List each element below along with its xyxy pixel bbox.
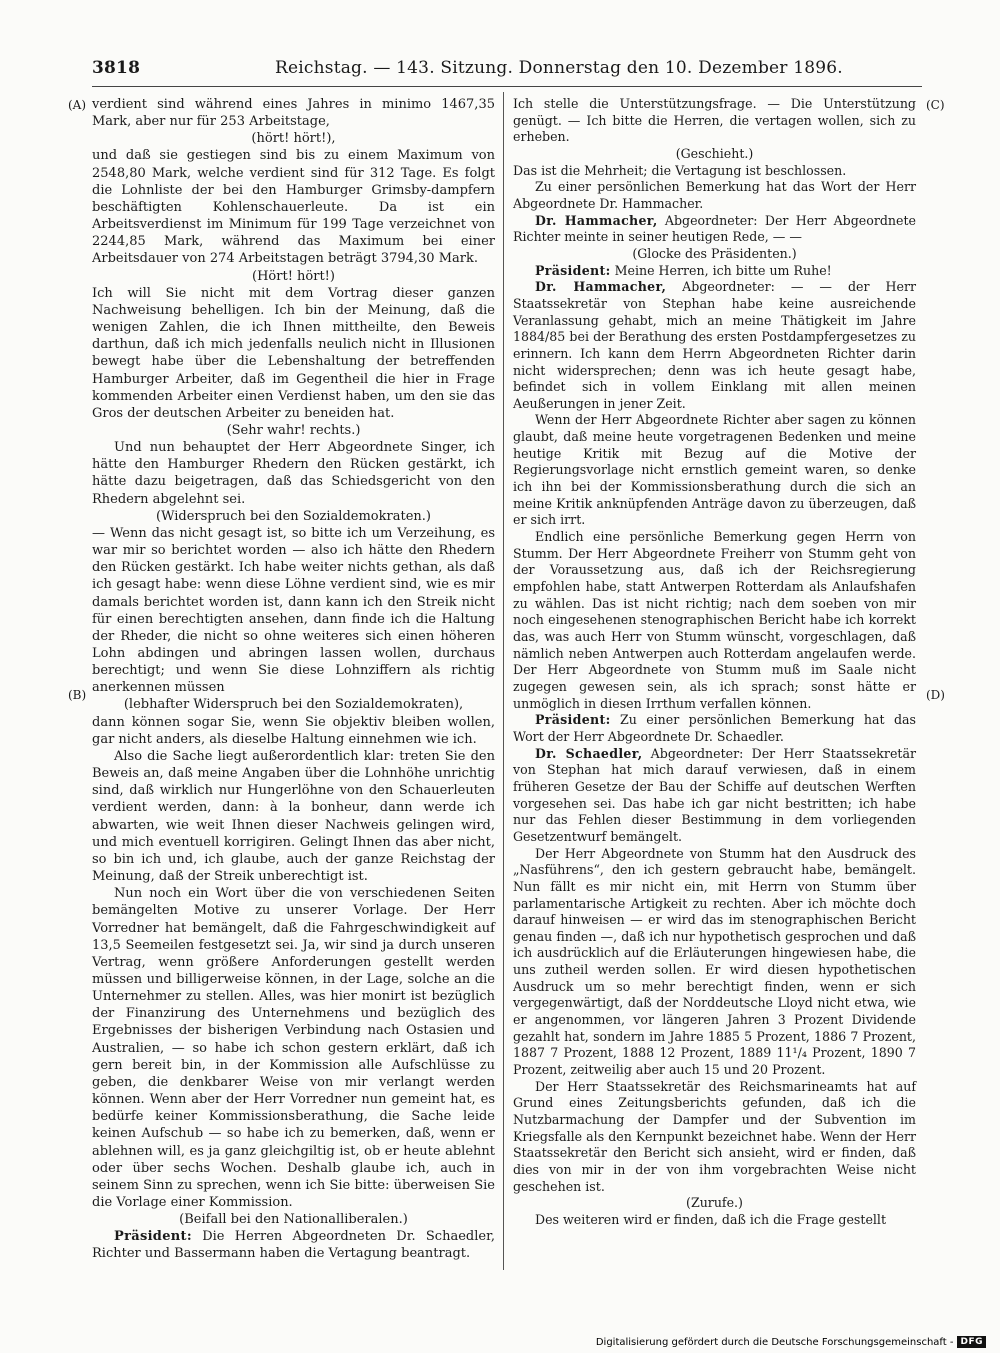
paragraph [92, 714, 495, 748]
margin-marker-d: (D) [926, 688, 945, 702]
paragraph [513, 163, 916, 180]
left-column [92, 96, 495, 1263]
paragraph [513, 179, 916, 212]
paragraph-text: und daß sie gestiegen sind bis zu einem Maximum von 2548,80 Mark, welche verdient sind für 312 Tage. Es folgt die Lohnliste der bei den Hamburger Grimsby-dampfern beschäftigten Kohlenschauerleute. Da ist ein Arbeitsverdienst im Minimum für 199 Tage verzeichnet von 2244,85 Mark, während das Maximum bei einer Arbeitsdauer von 274 Arbeitstagen beträgt 3794,30 Mark. [92, 148, 495, 267]
paragraph [92, 748, 495, 885]
paragraph-text: Abgeordneter: Der Herr Staatssekretär von Stephan hat mich darauf verwiesen, daß in einem früheren Gesetze der Bau der Schiffe auf deutschen Werften vorgesehen sei. Das habe ich gar nicht bestritten; ich habe nur das Fehlen dieser Bestimmung in dem vorliegenden Gesetzentwurf bemängelt. [513, 745, 916, 844]
margin-marker-b: (B) [68, 688, 87, 702]
paragraph [513, 263, 916, 280]
paragraph-text: (Sehr wahr! rechts.) [226, 422, 361, 438]
paragraph-text: Zu einer persönlichen Bemerkung hat das Wort der Herr Abgeordnete Dr. Schaedler. [513, 712, 916, 744]
interjection [92, 130, 495, 147]
paragraph-text: (Geschieht.) [675, 145, 754, 161]
paragraph-text: Nun noch ein Wort über die von verschiedenen Seiten bemängelten Motive zu unserer Vorlage. Der Herr Vorredner hat bemängelt, daß die Fahrgeschwindigkeit auf 13,5 Seemeilen festgesetzt sei. Ja, wir sind ja durch unseren Vertrag, wenn größere Anforderungen gestellt werden müssen und billigerweise können, in der Lage, solche an die Unternehmer zu stellen. Alles, was hier monirt ist bezüglich der Finanzirung des Unternehmens und bezüglich des Ergebnisses der bisherigen Verbindung nach Ostasien und Australien, — so habe ich schon gestern erklärt, daß ich gern bereit bin, in der Kommission alle Aufschlüsse zu geben, die denkbarer Weise von mir verlangt werden können. Wenn aber der Herr Vorredner nun gemeint hat, es bedürfe keiner Kommissionsberathung, die Sache leide keinen Aufschub — so habe ich zu bemerken, daß, wenn er ablehnen will, es ja ganz gleichgiltig ist, ob er heute ablehnt oder über sechs Wochen. Deshalb glaube ich, auch in seinem Sinn zu sprechen, wenn ich Sie bitte: überweisen Sie die Vorlage einer Kommission. [92, 886, 495, 1210]
paragraph-text: Abgeordneter: Der Herr Abgeordnete Richter meinte in seiner heutigen Rede, — — [513, 212, 916, 245]
paragraph [513, 1079, 916, 1196]
paragraph-text: Des weiteren wird er finden, daß ich die Frage gestellt [535, 1211, 887, 1227]
paragraph [513, 279, 916, 412]
paragraph-text: Der Herr Abgeordnete von Stumm hat den Ausdruck des „Nasführens“, den ich gestern gebraucht habe, bemängelt. Nun fällt es mir nicht ein, mit Herrn von Stumm über parlamentarische Artigkeit zu rechten. Aber ich möchte doch darauf hinweisen — er wird das im stenographischen Bericht genau finden —, daß ich nur hypothetisch gesprochen und daß ich ausdrücklich auf die Erläuterungen hingewiesen habe, die uns zutheil werden sollen. Er wird diesen hypothetischen Ausdruck um so mehr berechtigt finden, wenn er sich vergegenwärtigt, daß der Norddeutsche Lloyd nicht etwa, wie er angenommen, vor längeren Jahren 3 Prozent Dividende gezahlt hat, sondern im Jahre 1885 5 Prozent, 1886 7 Prozent, 1887 7 Prozent, 1888 12 Prozent, 1889 11¹/₄ Prozent, 1890 7 Prozent, zeitweilig aber auch 15 und 20 Prozent. [513, 845, 916, 1078]
right-column [513, 96, 916, 1229]
paragraph-text: (hört! hört!), [251, 131, 336, 147]
paragraph-text: — Wenn das nicht gesagt ist, so bitte ich um Verzeihung, es war mir so berichtet worden — also ich hätte den Rhedern den Rücken gestärkt. Ich habe weiter nichts gethan, als daß ich gesagt habe: wenn diese Löhne verdient sind, wie es mir damals berichtet worden ist, dann kann ich den Streik nicht für einen berechtigten ansehen, dann finde ich die Haltung der Rheder, die nicht so ohne weiteres sich einen höheren Lohn abdingen und abringen lassen wollen, durchaus berechtigt; und wenn Sie diese Lohnziffern als richtig anerkennen müssen [92, 525, 495, 696]
paragraph [513, 1212, 916, 1229]
margin-marker-c: (C) [926, 98, 945, 112]
speaker-name: Präsident: [114, 1229, 192, 1245]
paragraph-text: (Glocke des Präsidenten.) [632, 245, 797, 261]
interjection [92, 1211, 495, 1228]
margin-marker-a: (A) [68, 98, 87, 112]
footer [596, 1335, 986, 1349]
paragraph-text: Ich stelle die Unterstützungsfrage. — Die Unterstützung genügt. — Ich bitte die Herren, die vertagen wollen, sich zu erheben. [513, 96, 916, 145]
page-number: 3818 [92, 58, 141, 78]
interjection [92, 696, 495, 713]
paragraph-text: Endlich eine persönliche Bemerkung gegen Herrn von Stumm. Der Herr Abgeordnete Freiherr von Stumm geht von der Voraussetzung aus, daß ich der Reichsregierung empfohlen habe, statt Antwerpen Rotterdam als Anlaufshafen zu wählen. Das ist nicht richtig; nach dem soeben von mir noch eingesehenen stenographischen Bericht habe ich korrekt das, was auch Herr von Stumm wünscht, vorgeschlagen, daß nämlich neben Antwerpen auch Rotterdam angelaufen werde. Der Herr Abgeordnete von Stumm muß im Saale nicht zugegen gewesen sein, als ich sprach; sonst hätte er unmöglich in diesen Irrthum verfallen können. [513, 529, 916, 711]
paragraph-text: Abgeordneter: — — der Herr Staatssekretär von Stephan habe keine ausreichende Veranlassung gehabt, mich an meine Thätigkeit im Jahre 1884/85 bei der Berathung des ersten Postdampfergesetzes zu erinnern. Ich kann dem Herrn Abgeordneten Richter darin nicht widersprechen; denn was ich heute gesagt habe, befindet sich in vollem Einklang mit allen meinen Aeußerungen in jener Zeit. [513, 279, 916, 411]
paragraph-text: Und nun behauptet der Herr Abgeordnete Singer, ich hätte den Hamburger Rhedern den Rücken gestärkt, ich hätte dazu beigetragen, daß das Schiedsgericht von den Rhedern abgelehnt sei. [92, 440, 495, 507]
paragraph [513, 96, 916, 146]
paragraph-text: dann können sogar Sie, wenn Sie objektiv bleiben wollen, gar nicht anders, als dieselbe Haltung einnehmen wie ich. [92, 714, 495, 747]
speaker-name: Dr. Hammacher, [535, 212, 658, 228]
paragraph [513, 529, 916, 712]
paragraph [92, 439, 495, 508]
interjection [92, 268, 495, 285]
paragraph [92, 96, 495, 130]
speaker-name: Präsident: [535, 712, 611, 728]
speaker-name: Präsident: [535, 262, 611, 278]
paragraph [92, 147, 495, 267]
paragraph [92, 885, 495, 1211]
paragraph-text: (Zurufe.) [686, 1195, 743, 1211]
paragraph-text: Der Herr Staatssekretär des Reichsmarineamts hat auf Grund eines Zeitungsberichts gefunden, daß ich die Nutzbarmachung der Dampfer und der Subvention im Kriegsfalle als den Kernpunkt bezeichnet habe. Wenn der Herr Staatssekretär den Bericht sich ansieht, wird er finden, daß dies von mir in der von ihm vorgebrachten Weise nicht geschehen ist. [513, 1078, 916, 1194]
paragraph-text: (lebhafter Widerspruch bei den Sozialdemokraten), [123, 697, 464, 713]
paragraph-text: (Widerspruch bei den Sozialdemokraten.) [156, 508, 431, 524]
dfg-logo: DFG [957, 1336, 986, 1348]
paragraph-text: Meine Herren, ich bitte um Ruhe! [610, 262, 832, 278]
column-divider [503, 92, 504, 1270]
paragraph-text: Also die Sache liegt außerordentlich klar: treten Sie den Beweis an, daß meine Angaben über die Lohnhöhe unrichtig sind, daß wirklich nur Hungerlöhne von den Schauerleuten verdient werden, dann: à la bonheur, dann werde ich abwarten, wie weit Ihnen dieser Nachweis gelingen wird, und mich eventuell korrigiren. Gelingt Ihnen das aber nicht, so bin ich und, ich glaube, auch der ganze Reichstag der Meinung, daß der Streik unberechtigt ist. [92, 748, 495, 885]
paragraph [513, 712, 916, 745]
paragraph [513, 846, 916, 1079]
paragraph-text: Wenn der Herr Abgeordnete Richter aber sagen zu können glaubt, daß meine heute vorgetragenen Bedenken und meine heutige Kritik mit Bezug auf die Motive der Regierungsvorlage nicht ernstlich gemeint waren, so denke ich ihn bei der Kommissionsberathung durch die sich an meine Kritik anknüpfenden Anträge davon zu überzeugen, daß er sich irrt. [513, 412, 916, 528]
speaker-name: Dr. Schaedler, [535, 745, 643, 761]
interjection [92, 422, 495, 439]
interjection [513, 1195, 916, 1212]
paragraph-text: Die Herren Abgeordneten Dr. Schaedler, Richter und Bassermann haben die Vertagung beantragt. [92, 1229, 495, 1262]
interjection [92, 508, 495, 525]
paragraph-text: verdient sind während eines Jahres in minimo 1467,35 Mark, aber nur für 253 Arbeitstage, [92, 97, 495, 130]
paragraph-text: (Beifall bei den Nationalliberalen.) [179, 1212, 408, 1228]
interjection [513, 246, 916, 263]
paragraph [513, 412, 916, 529]
paragraph-text: (Hört! hört!) [252, 268, 335, 284]
paragraph-text: Ich will Sie nicht mit dem Vortrag dieser ganzen Nachweisung behelligen. Ich bin der Meinung, daß die wenigen Zahlen, die ich Ihnen mittheilte, den Beweis darthun, daß ich mich jedenfalls neulich nicht in Illusionen bewegt habe über die Lebenshaltung der betreffenden Hamburger Arbeiter, daß im Gegentheil die hier in Frage kommenden Arbeiter einen Verdienst haben, um den sie das Gros der deutschen Arbeiter zu beneiden hat. [92, 285, 495, 421]
paragraph-text: Das ist die Mehrheit; die Vertagung ist beschlossen. [513, 162, 847, 178]
paragraph-text: Zu einer persönlichen Bemerkung hat das Wort der Herr Abgeordnete Dr. Hammacher. [513, 179, 916, 211]
interjection [513, 146, 916, 163]
footer-credit: Digitalisierung gefördert durch die Deutsche Forschungsgemeinschaft - [595, 1336, 954, 1348]
running-title: Reichstag. — 143. Sitzung. Donnerstag den 10. Dezember 1896. [275, 58, 843, 78]
speaker-name: Dr. Hammacher, [535, 279, 667, 295]
paragraph [92, 285, 495, 422]
page-header [92, 58, 922, 84]
paragraph [92, 525, 495, 697]
header-rule [92, 86, 922, 87]
paragraph [513, 746, 916, 846]
paragraph [513, 213, 916, 246]
paragraph [92, 1228, 495, 1262]
